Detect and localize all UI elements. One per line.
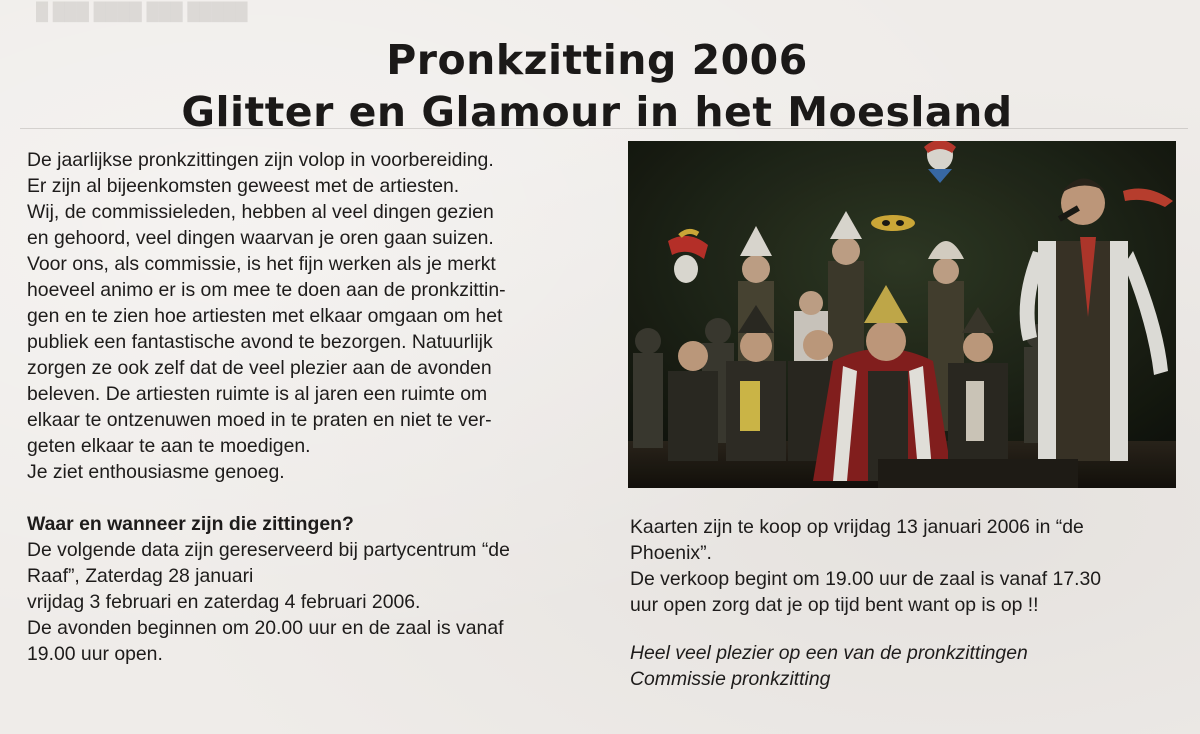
body-line: geten elkaar te aan te moedigen.: [27, 435, 311, 457]
body-line: 19.00 uur open.: [27, 643, 163, 665]
body-line: uur open zorg dat je op tijd bent want op is op !!: [630, 594, 1039, 616]
body-line: gen en te zien hoe artiesten met elkaar omgaan om het: [27, 305, 503, 327]
body-line: Phoenix”.: [630, 542, 712, 564]
body-line: elkaar te ontzenuwen moed in te praten en niet te ver-: [27, 409, 492, 431]
body-line: en gehoord, veel dingen waarvan je oren gaan suizen.: [27, 227, 494, 249]
body-line: De jaarlijkse pronkzittingen zijn volop in voorbereiding.: [27, 149, 494, 171]
signature-line: Commissie pronkzitting: [630, 668, 831, 690]
headline-line-2: Glitter en Glamour in het Moesland: [181, 88, 1013, 136]
body-line: Kaarten zijn te koop op vrijdag 13 januari 2006 in “de: [630, 516, 1084, 538]
body-line: Je ziet enthousiasme genoeg.: [27, 461, 285, 483]
body-line: hoeveel animo er is om mee te doen aan de pronkzittin-: [27, 279, 506, 301]
carnival-performers-on-stage-photo: [628, 141, 1176, 488]
body-line: vrijdag 3 februari en zaterdag 4 februari 2006.: [27, 591, 421, 613]
body-line: De verkoop begint om 19.00 uur de zaal is vanaf 17.30: [630, 568, 1102, 590]
section-subheading: Waar en wanneer zijn die zittingen?: [27, 513, 354, 535]
body-line: Voor ons, als commissie, is het fijn werken als je merkt: [27, 253, 496, 275]
closing-line: Heel veel plezier op een van de pronkzittingen: [630, 642, 1028, 664]
body-line: publiek een fantastische avond te bezorgen. Natuurlijk: [27, 331, 493, 353]
article-left-column: [27, 147, 582, 667]
body-line: Wij, de commissieleden, hebben al veel dingen gezien: [27, 201, 494, 223]
body-line: zorgen ze ook zelf dat de veel plezier aan de avonden: [27, 357, 492, 379]
body-line: beleven. De artiesten ruimte is al jaren een ruimte om: [27, 383, 488, 405]
body-line: De avonden beginnen om 20.00 uur en de zaal is vanaf: [27, 617, 504, 639]
show-through-text: █ ███ ████ ███ █████: [36, 2, 248, 21]
body-line: Raaf”, Zaterdag 28 januari: [27, 565, 254, 587]
body-line: Er zijn al bijeenkomsten geweest met de artiesten.: [27, 175, 460, 197]
headline-line-1: Pronkzitting 2006: [386, 36, 808, 84]
article-right-column: [630, 514, 1190, 692]
body-line: De volgende data zijn gereserveerd bij partycentrum “de: [27, 539, 510, 561]
